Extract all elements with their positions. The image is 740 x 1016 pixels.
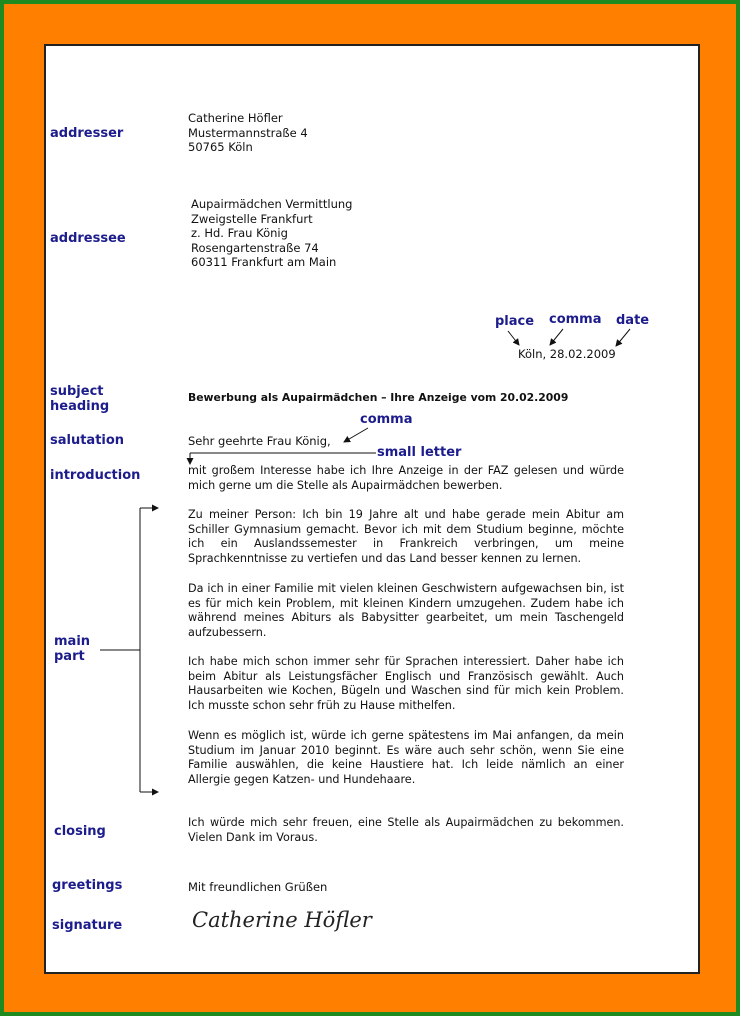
addresser-block: Catherine Höfler Mustermannstraße 4 50765 Köln — [188, 111, 308, 155]
place-date: Köln, 28.02.2009 — [518, 347, 616, 361]
addressee-block: Aupairmädchen Vermittlung Zweigstelle Frankfurt z. Hd. Frau König Rosengartenstraße 74 60311 Frankfurt am Main — [191, 197, 353, 270]
salutation-line: Sehr geehrte Frau König, — [188, 434, 331, 448]
main-paragraph-1: Zu meiner Person: Ich bin 19 Jahre alt und habe gerade mein Abitur am Schiller Gymnasium gemacht. Bevor ich mit dem Studium beginne, möchte ich ein Auslandssemester in Frankreich verbringen, um meine Sprachkenntnisse zu vertiefen und das Land besser kennen zu lernen. — [188, 508, 624, 565]
main-paragraph-2: Da ich in einer Familie mit vielen kleinen Geschwistern aufgewachsen bin, ist es für mich kein Problem, mit kleinen Kindern umzugehen. Zudem habe ich während meines Abiturs als Babysitter gearbeitet, um mein Taschengeld aufzubessern. — [188, 582, 624, 639]
annotation-comma-salutation: comma — [360, 412, 413, 427]
main-paragraph-4: Wenn es möglich ist, würde ich gerne spätestens im Mai anfangen, da mein Studium im Januar 2010 beginnt. Es wäre auch sehr schön, wenn Sie eine Familie auswählen, die keine Haustiere hat. Ich leide nämlich an einer Allergie gegen Katzen- und Hundehaare. — [188, 729, 624, 786]
annotation-date: date — [616, 313, 650, 328]
label-introduction: introduction — [50, 468, 141, 483]
date-arrow — [616, 329, 630, 346]
label-addresser: addresser — [50, 126, 124, 141]
label-main-part: main part — [54, 634, 91, 664]
orange-frame — [4, 4, 736, 1012]
comma-date-arrow — [550, 329, 563, 345]
main-paragraph-3: Ich habe mich schon immer sehr für Sprachen interessiert. Daher habe ich beim Abitur als Leistungsfächer Englisch und Französisch gewählt. Auch Hausarbeiten wie Kochen, Bügeln und Waschen sind für mich kein Problem. Ich musste schon sehr früh zu Hause mithelfen. — [188, 655, 624, 712]
place-arrow — [508, 331, 519, 345]
label-subject-heading: subject heading — [50, 384, 110, 414]
greetings-line: Mit freundlichen Grüßen — [188, 880, 328, 894]
label-greetings: greetings — [52, 878, 123, 893]
handwritten-signature: Catherine Höfler — [192, 908, 372, 932]
comma-salutation-arrow — [344, 428, 368, 442]
label-signature: signature — [52, 918, 123, 933]
closing-paragraph: Ich würde mich sehr freuen, eine Stelle als Aupairmädchen zu bekommen. Vielen Dank im Voraus. — [188, 816, 624, 844]
letter-page — [44, 44, 700, 974]
label-salutation: salutation — [50, 433, 125, 448]
label-closing: closing — [54, 824, 106, 839]
annotation-place: place — [495, 314, 535, 329]
annotation-comma-date: comma — [549, 312, 602, 327]
subject-line: Bewerbung als Aupairmädchen – Ihre Anzeige vom 20.02.2009 — [188, 391, 569, 404]
label-addressee: addressee — [50, 231, 126, 246]
introduction-paragraph: mit großem Interesse habe ich Ihre Anzeige in der FAZ gelesen und würde mich gerne um die Stelle als Aupairmädchen bewerben. — [188, 464, 624, 492]
annotation-small-letter: small letter — [377, 445, 462, 460]
